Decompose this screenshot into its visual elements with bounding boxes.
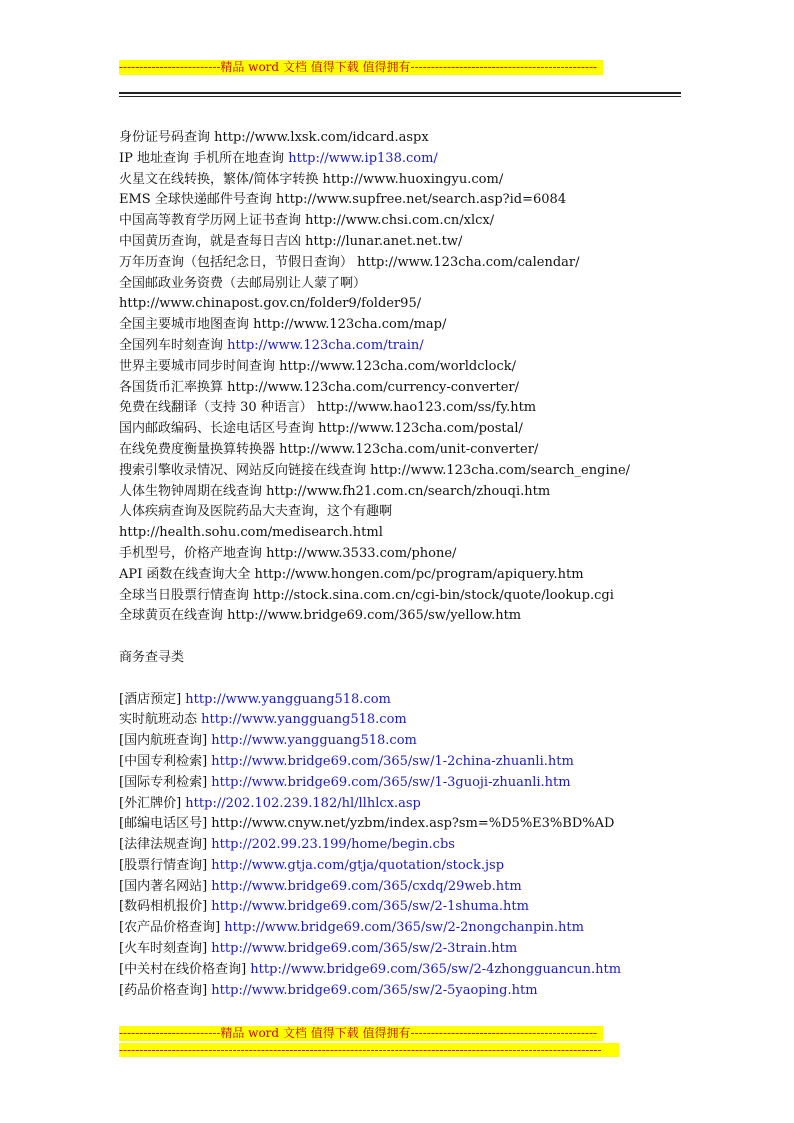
- entry-url: http://www.fh21.com.cn/search/zhouqi.htm: [266, 483, 551, 499]
- entry-url: http://www.chsi.com.cn/xlcx/: [305, 213, 495, 229]
- entry-label: [国内航班查询]: [119, 733, 208, 749]
- entry-label: [中关村在线价格查询]: [119, 961, 247, 977]
- entry-url[interactable]: http://www.bridge69.com/365/cxdq/29web.htm: [211, 878, 522, 894]
- link-entry: [119, 544, 719, 565]
- entry-label: 免费在线翻译（支持 30 种语言）: [119, 400, 313, 416]
- entry-url: http://www.hao123.com/ss/fy.htm: [316, 400, 537, 416]
- link-entry: [119, 398, 719, 419]
- entry-label: 各国货币汇率换算: [119, 379, 224, 395]
- link-entry: [119, 211, 719, 232]
- link-entry: [119, 170, 719, 191]
- link-entry: [119, 897, 719, 918]
- entry-url: http://www.123cha.com/worldclock/: [279, 358, 517, 374]
- entry-url[interactable]: http://www.bridge69.com/365/sw/2-4zhongguancun.htm: [250, 961, 622, 977]
- entry-url: http://www.bridge69.com/365/sw/yellow.htm: [227, 608, 522, 624]
- entry-url[interactable]: http://202.102.239.182/hl/llhlcx.asp: [185, 795, 421, 811]
- entry-url[interactable]: http://www.bridge69.com/365/sw/2-1shuma.htm: [211, 899, 529, 915]
- link-entry: [119, 877, 719, 898]
- entry-url[interactable]: http://www.bridge69.com/365/sw/1-2china-zhuanli.htm: [211, 753, 574, 769]
- entry-label: 火星文在线转换，繁体/简体字转换: [119, 171, 319, 187]
- entry-url: http://lunar.anet.net.tw/: [305, 233, 463, 249]
- entry-url[interactable]: http://www.bridge69.com/365/sw/2-3train.htm: [211, 941, 518, 957]
- entry-label: EMS 全球快递邮件号查询: [119, 192, 272, 208]
- entry-label: 全球黄页在线查询: [119, 608, 224, 624]
- entry-label: 身份证号码查询: [119, 130, 211, 145]
- link-entry: [119, 690, 719, 711]
- link-entry: [119, 190, 719, 211]
- link-entry: [119, 586, 719, 607]
- footer-banner: -------------------------精品 word 文档 值得下载 值得拥有----------------------------------------------: [119, 1026, 603, 1041]
- link-entry: [119, 773, 719, 794]
- business-link-list: [119, 690, 719, 1002]
- header-rule-thick: [119, 92, 681, 94]
- entry-url: http://www.huoxingyu.com/: [322, 171, 504, 187]
- link-entry: [119, 461, 719, 482]
- link-entry: [119, 357, 719, 378]
- link-entry: [119, 419, 719, 440]
- entry-label: 搜索引擎收录情况、网站反向链接在线查询: [119, 462, 367, 478]
- link-entry: [119, 835, 719, 856]
- document-body: [119, 128, 719, 1001]
- link-entry: [119, 731, 719, 752]
- section-title: 商务查寻类: [119, 649, 185, 665]
- link-entry: [119, 378, 719, 399]
- link-entry: [119, 752, 719, 773]
- entry-label: 世界主要城市同步时间查询: [119, 358, 276, 374]
- link-entry: [119, 232, 719, 253]
- link-entry: [119, 440, 719, 461]
- entry-url[interactable]: http://www.bridge69.com/365/sw/2-5yaoping.htm: [211, 982, 538, 998]
- link-entry: [119, 794, 719, 815]
- entry-url: http://www.123cha.com/calendar/: [357, 254, 580, 270]
- entry-label: [外汇牌价]: [119, 795, 182, 811]
- entry-label: [酒店预定]: [119, 691, 182, 707]
- entry-url: http://www.3533.com/phone/: [266, 545, 457, 561]
- footer-dash-line: -----------------------------------------------------------------------------------------------------------------------: [119, 1043, 619, 1057]
- entry-url: http://www.123cha.com/search_engine/: [370, 462, 631, 478]
- link-entry: [119, 274, 719, 295]
- entry-url: http://health.sohu.com/medisearch.html: [119, 525, 383, 541]
- entry-label: [火车时刻查询]: [119, 941, 208, 957]
- header-rule-thin: [119, 96, 681, 97]
- link-entry: [119, 606, 719, 627]
- link-entry: [119, 253, 719, 274]
- spacer: [119, 627, 719, 648]
- link-entry: [119, 918, 719, 939]
- entry-label: 全国邮政业务资费（去邮局别让人蒙了啊）: [119, 275, 367, 291]
- entry-url: http://www.123cha.com/postal/: [318, 421, 523, 437]
- entry-label: 国内邮政编码、长途电话区号查询: [119, 421, 315, 437]
- entry-label: 中国黄历查询，就是查每日吉凶: [119, 233, 302, 249]
- entry-url[interactable]: http://www.yangguang518.com: [201, 712, 407, 728]
- entry-url[interactable]: http://www.yangguang518.com: [185, 691, 391, 707]
- entry-label: 全球当日股票行情查询: [119, 587, 250, 603]
- header-banner: -------------------------精品 word 文档 值得下载 值得拥有----------------------------------------------: [119, 60, 603, 75]
- entry-url: http://www.123cha.com/unit-converter/: [279, 441, 539, 457]
- entry-label: [农产品价格查询]: [119, 920, 221, 936]
- link-entry: [119, 939, 719, 960]
- entry-url: http://stock.sina.com.cn/cgi-bin/stock/quote/lookup.cgi: [253, 587, 614, 603]
- entry-label: [邮编电话区号]: [119, 816, 208, 832]
- entry-url[interactable]: http://www.bridge69.com/365/sw/1-3guoji-zhuanli.htm: [211, 774, 571, 790]
- entry-label: [数码相机报价]: [119, 899, 208, 915]
- link-entry: [119, 128, 719, 149]
- entry-url: http://www.cnyw.net/yzbm/index.asp?sm=%D5%E3%BD%AD: [211, 816, 615, 832]
- entry-label: 手机型号，价格产地查询: [119, 545, 263, 561]
- entry-url: http://www.123cha.com/map/: [253, 317, 447, 333]
- entry-url[interactable]: http://www.bridge69.com/365/sw/2-2nongchanpin.htm: [224, 920, 584, 936]
- link-entry: [119, 565, 719, 586]
- link-entry: [119, 502, 719, 523]
- link-entry: [119, 523, 719, 544]
- entry-label: [中国专利检索]: [119, 753, 208, 769]
- entry-url[interactable]: http://202.99.23.199/home/begin.cbs: [211, 837, 455, 853]
- link-entry: [119, 294, 719, 315]
- entry-label: 人体疾病查询及医院药品大夫查询，这个有趣啊: [119, 504, 393, 520]
- entry-url: http://www.123cha.com/currency-converter/: [227, 379, 519, 395]
- entry-label: 人体生物钟周期在线查询: [119, 483, 263, 499]
- entry-url[interactable]: http://www.yangguang518.com: [211, 733, 417, 749]
- entry-label: [国内著名网站]: [119, 878, 208, 894]
- entry-url: http://www.chinapost.gov.cn/folder9/folder95/: [119, 296, 422, 312]
- entry-label: 全国主要城市地图查询: [119, 317, 250, 333]
- link-entry: [119, 960, 719, 981]
- entry-label: 全国列车时刻查询: [119, 337, 224, 353]
- entry-label: API 函数在线查询大全: [119, 566, 251, 582]
- entry-url: http://www.lxsk.com/idcard.aspx: [214, 130, 429, 145]
- link-entry: [119, 315, 719, 336]
- query-link-list: [119, 128, 719, 627]
- entry-label: IP 地址查询 手机所在地查询: [119, 150, 285, 166]
- entry-url: http://www.supfree.net/search.asp?id=6084: [275, 192, 567, 208]
- entry-label: 中国高等教育学历网上证书查询: [119, 213, 302, 229]
- link-entry: [119, 149, 719, 170]
- spacer: [119, 669, 719, 690]
- link-entry: [119, 336, 719, 357]
- entry-label: [药品价格查询]: [119, 982, 208, 998]
- entry-url[interactable]: http://www.ip138.com/: [288, 150, 438, 166]
- entry-url[interactable]: http://www.gtja.com/gtja/quotation/stock.jsp: [211, 857, 505, 873]
- link-entry: [119, 482, 719, 503]
- link-entry: [119, 981, 719, 1002]
- link-entry: [119, 814, 719, 835]
- entry-label: [股票行情查询]: [119, 857, 208, 873]
- entry-label: [法律法规查询]: [119, 837, 208, 853]
- entry-url: http://www.hongen.com/pc/program/apiquery.htm: [254, 566, 584, 582]
- link-entry: [119, 710, 719, 731]
- link-entry: [119, 856, 719, 877]
- entry-label: 万年历查询（包括纪念日，节假日查询）: [119, 254, 354, 270]
- entry-label: [国际专利检索]: [119, 774, 208, 790]
- entry-label: 在线免费度衡量换算转换器: [119, 441, 276, 457]
- entry-label: 实时航班动态: [119, 712, 198, 728]
- entry-url[interactable]: http://www.123cha.com/train/: [227, 337, 424, 353]
